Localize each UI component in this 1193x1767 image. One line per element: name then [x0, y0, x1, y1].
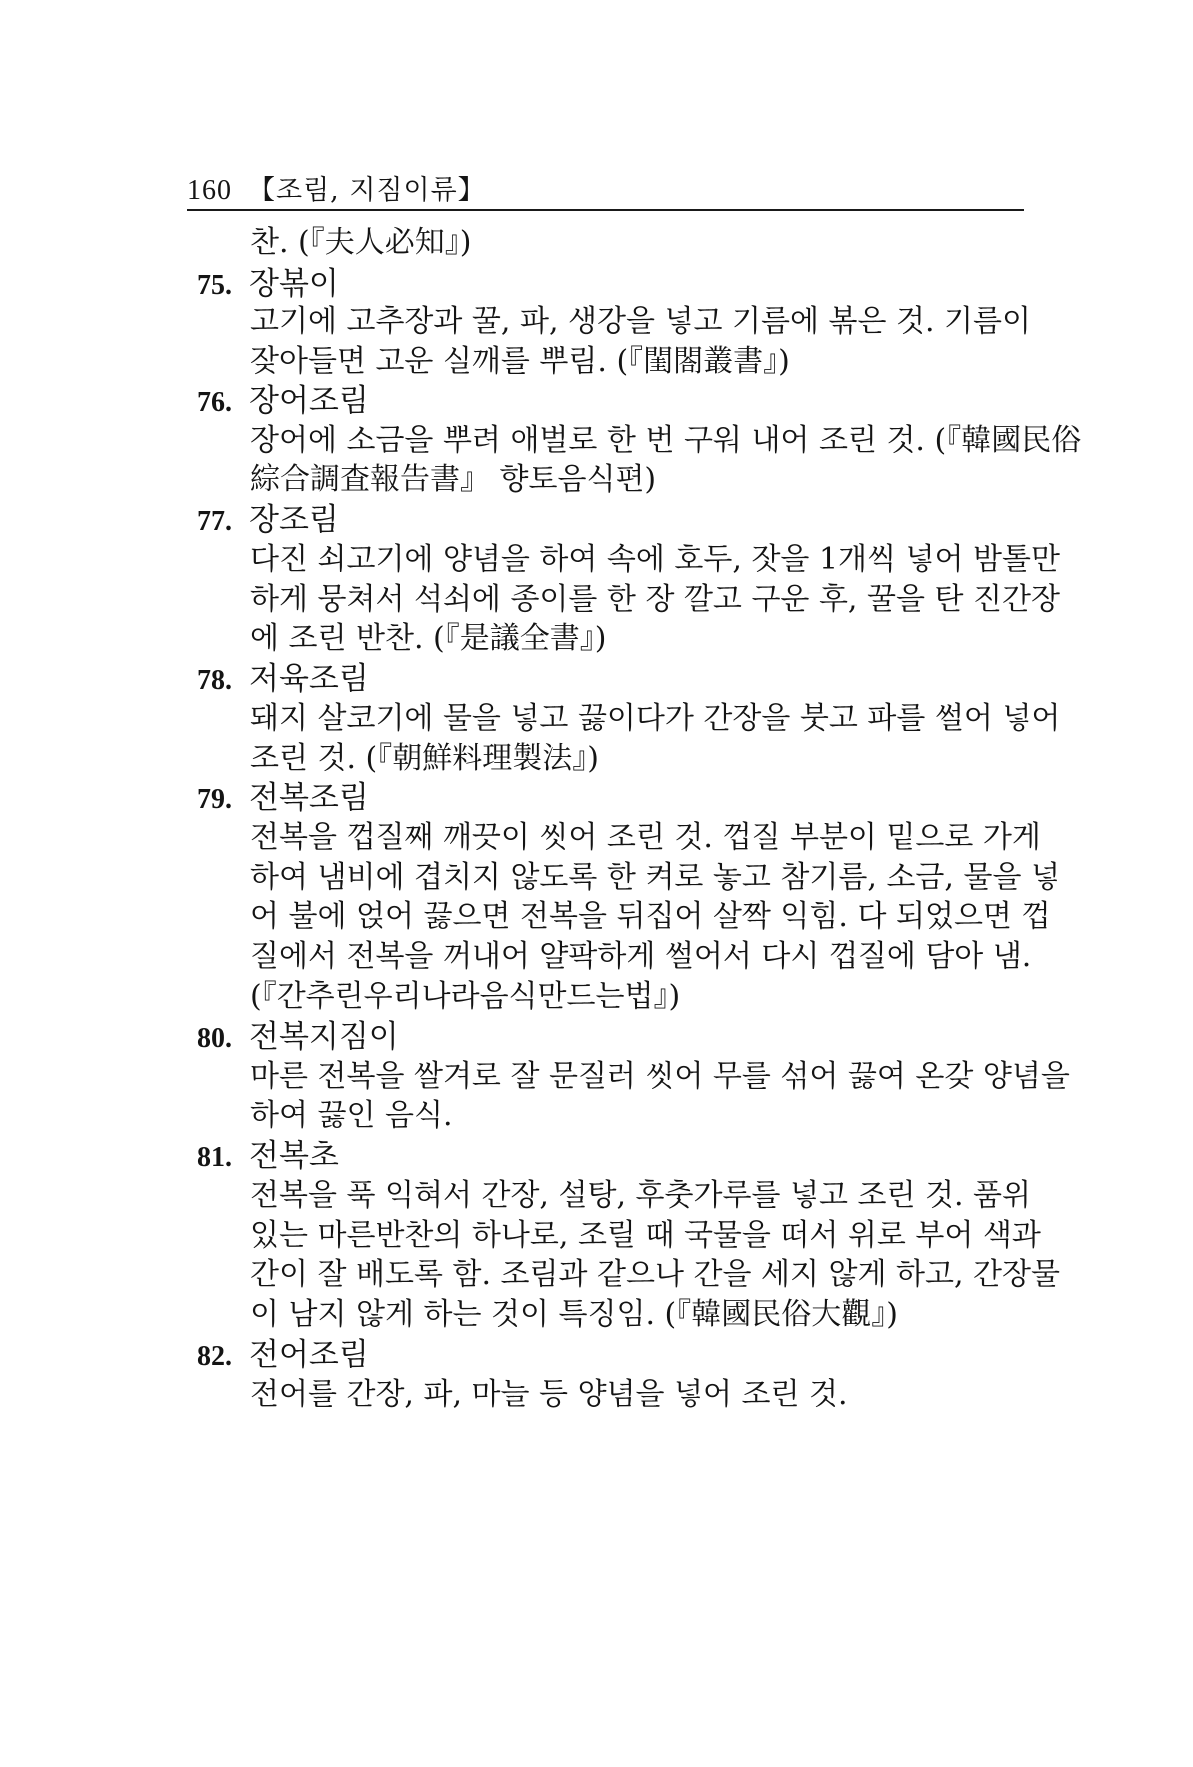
entry-heading [197, 661, 369, 699]
entry-number: 77. [197, 506, 232, 537]
body-text-line: 에 조린 반찬. (『是議全書』) [250, 621, 607, 656]
entry-title: 장조림 [249, 502, 339, 538]
entry-title: 장볶이 [249, 266, 339, 302]
body-text-line: 장어에 소금을 뿌려 애벌로 한 번 구워 내어 조린 것. (『韓國民俗 [250, 423, 1082, 458]
body-text-line: 조린 것. (『朝鮮料理製法』) [250, 741, 599, 776]
page-number: 160 [187, 175, 232, 206]
body-text-line: 하여 냄비에 겹치지 않도록 한 켜로 놓고 참기름, 소금, 물을 넣 [250, 860, 1060, 895]
body-text-line: 간이 잘 배도록 함. 조림과 같으나 간을 세지 않게 하고, 간장물 [250, 1257, 1060, 1292]
body-text-line: 하게 뭉쳐서 석쇠에 종이를 한 장 깔고 구운 후, 꿀을 탄 진간장 [250, 582, 1060, 617]
entry-heading [197, 502, 339, 540]
body-text-line: 고기에 고추장과 꿀, 파, 생강을 넣고 기름에 볶은 것. 기름이 [250, 304, 1031, 339]
entry-title: 저육조림 [249, 661, 369, 697]
body-text-line: 綜合調査報告書』 향토음식편) [250, 462, 657, 497]
body-text-line: 마른 전복을 쌀겨로 잘 문질러 씻어 무를 섞어 끓여 온갖 양념을 [250, 1059, 1070, 1094]
body-text-line: 잦아들면 고운 실깨를 뿌림. (『閨閤叢書』) [250, 344, 790, 379]
body-text-line: 다진 쇠고기에 양념을 하여 속에 호두, 잣을 1개씩 넣어 밤톨만 [250, 542, 1060, 577]
entry-number: 81. [197, 1142, 232, 1173]
entry-number: 80. [197, 1023, 232, 1054]
entry-number: 79. [197, 784, 232, 815]
body-text-line: 전복을 껍질째 깨끗이 씻어 조린 것. 껍질 부분이 밑으로 가게 [250, 820, 1041, 855]
header-rule [187, 209, 1024, 211]
entry-heading [197, 1019, 399, 1057]
section-title: 【조림, 지짐이류】 [248, 175, 486, 206]
entry-title: 전어조림 [249, 1337, 369, 1373]
body-text-line: 전어를 간장, 파, 마늘 등 양념을 넣어 조린 것. [250, 1377, 848, 1412]
body-text-line: 이 남지 않게 하는 것이 특징임. (『韓國民俗大觀』) [250, 1297, 898, 1332]
body-text-line: 있는 마른반찬의 하나로, 조릴 때 국물을 떠서 위로 부어 색과 [250, 1218, 1041, 1253]
body-text-line: 질에서 전복을 꺼내어 얄팍하게 썰어서 다시 껍질에 담아 냄. [250, 939, 1032, 974]
entry-title: 전복지짐이 [249, 1019, 399, 1055]
body-text-line: 돼지 살코기에 물을 넣고 끓이다가 간장을 붓고 파를 썰어 넣어 [250, 701, 1061, 736]
entry-heading [197, 1337, 369, 1375]
entry-title: 장어조림 [249, 383, 369, 419]
entry-heading [197, 1138, 339, 1176]
entry-heading [197, 383, 369, 421]
body-text-line: 전복을 푹 익혀서 간장, 설탕, 후춧가루를 넣고 조린 것. 품위 [250, 1178, 1031, 1213]
entry-number: 76. [197, 387, 232, 418]
entry-heading [197, 780, 369, 818]
entry-number: 78. [197, 665, 232, 696]
entry-heading [197, 266, 339, 304]
running-head [187, 168, 486, 207]
body-text-line: 어 불에 얹어 끓으면 전복을 뒤집어 살짝 익힘. 다 되었으면 껍 [250, 899, 1051, 934]
body-text-line: 하여 끓인 음식. [250, 1098, 453, 1133]
entry-number: 75. [197, 270, 232, 301]
entry-title: 전복초 [249, 1138, 339, 1174]
entry-title: 전복조림 [249, 780, 369, 816]
body-text-line: 찬. (『夫人必知』) [250, 225, 472, 260]
body-text-line: (『간추린우리나라음식만드는법』) [250, 979, 681, 1014]
entry-number: 82. [197, 1341, 232, 1372]
